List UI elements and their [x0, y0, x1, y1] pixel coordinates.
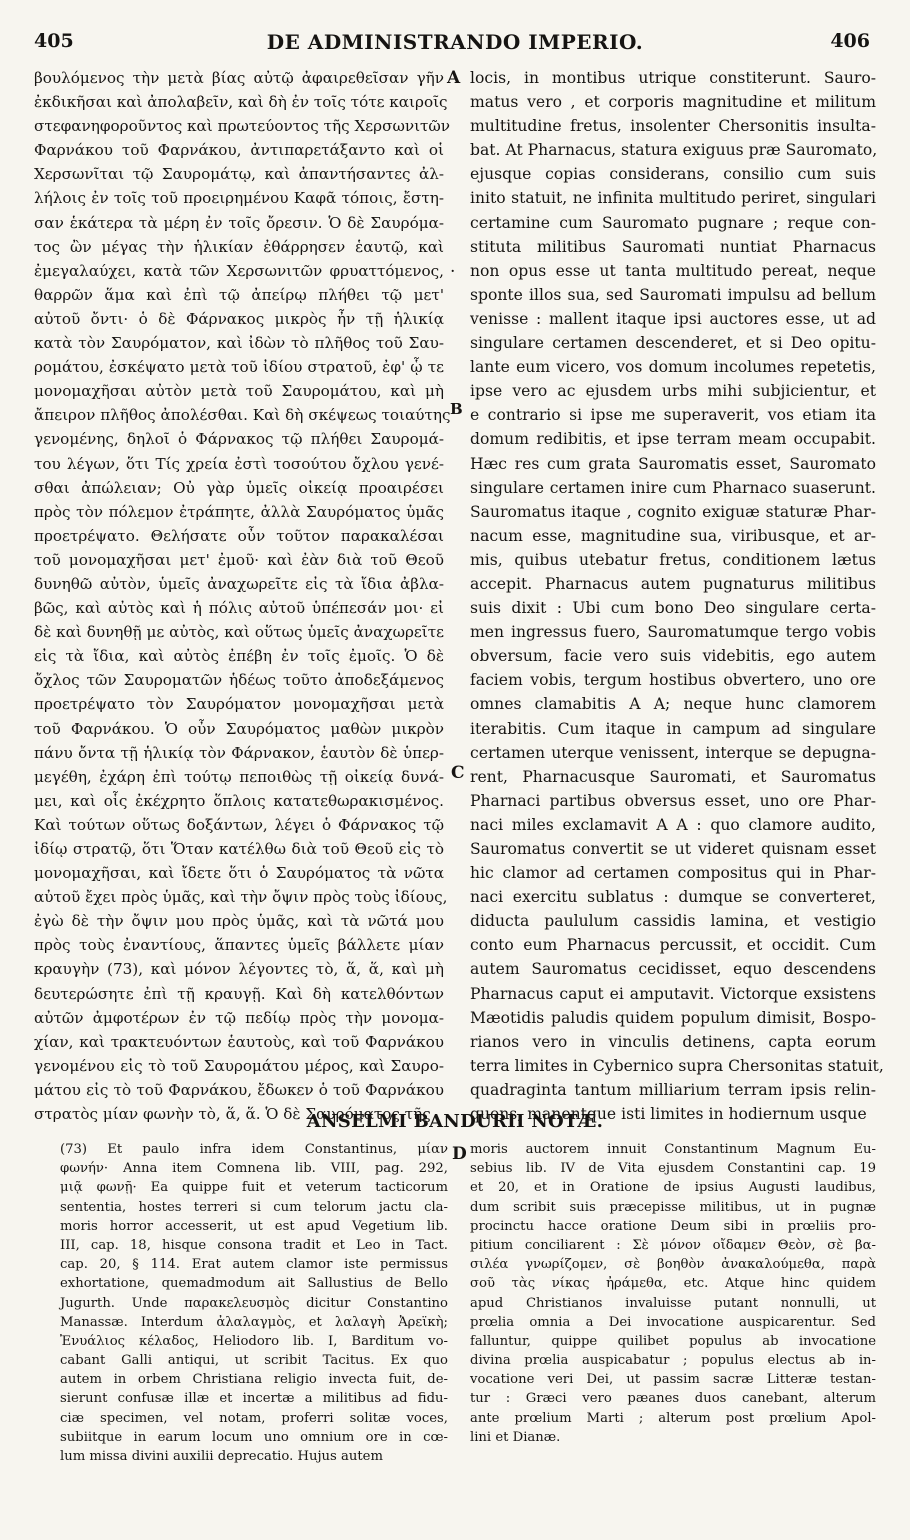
greek-text-line: προετρέψατο τὸν Σαυρόματον μονομαχῆσαι μετὰ	[34, 695, 444, 714]
latin-text-line: nacum esse, magnitudine sua, viribusque, et ar-	[470, 526, 876, 545]
latin-text-line: accepit. Pharnacus autem pugnaturus militibus	[470, 574, 876, 593]
latin-text-line: mis, quibus utebatur fretus, conditionem lætus	[470, 550, 876, 569]
greek-text-line: μει, καὶ οἷς ἐκέχρητο ὅπλοις κατατεθωρακισμένος.	[34, 791, 444, 810]
note-line-right: procinctu hacce oratione Deum sibi in prœliis pro-	[470, 1218, 876, 1234]
latin-text-line: quadraginta tantum milliarium terram ipsis relin-	[470, 1080, 876, 1099]
latin-text-line: rianos vero in vinculis detinens, capta eorum	[470, 1032, 876, 1051]
greek-text-line: Καὶ τούτων οὕτως δοξάντων, λέγει ὁ Φάρνακος τῷ	[34, 815, 444, 834]
latin-text-line: domum redibitis, et ipse terram meam occupabit.	[470, 430, 876, 449]
latin-text-line: Hæc res cum grata Sauromatis esset, Sauromato	[470, 454, 876, 473]
greek-text-line: μάτου εἰς τὸ τοῦ Φαρνάκου, ἔδωκεν ὁ τοῦ Φαρνάκου	[34, 1080, 444, 1099]
note-line-right: ante prœlium Marti ; alterum post prœlium Apol-	[470, 1410, 876, 1426]
notes-left-column	[60, 1140, 448, 1470]
note-line-right: dum scribit suis præcepisse militibus, ut in pugnæ	[470, 1199, 876, 1215]
note-line-right: et 20, et in Oratione de ipsius Augusti laudibus,	[470, 1180, 876, 1196]
latin-text-line: stituta militibus Sauromati nuntiat Pharnacus	[470, 237, 876, 256]
note-line-left: moris horror accesserit, ut est apud Vegetium lib.	[60, 1218, 448, 1234]
note-line-right: pitium conciliarent : Σὲ μόνον οἴδαμεν Θεὸν, σὲ βα-	[470, 1237, 876, 1253]
latin-text-line: ejusque copias considerans, consilio cum suis	[470, 165, 876, 184]
greek-text-line: αὐτῶν ἀμφοτέρων ἐν τῷ πεδίῳ πρὸς τὴν μονομα-	[34, 1008, 444, 1027]
greek-text-line: δὲ καὶ δυνηθῇ με αὐτὸς, καὶ οὕτως ὑμεῖς ἀναχωρεῖτε	[34, 623, 444, 642]
greek-text-line: πρὸς τὸν πόλεμον ἐτράπητε, ἀλλὰ Σαυρόματος ὑμᾶς	[34, 502, 444, 521]
running-title: DE ADMINISTRANDO IMPERIO.	[266, 30, 644, 54]
latin-text-line: venisse : mallent itaque ipsi auctores esse, ut ad	[470, 309, 876, 328]
latin-text-line: non opus esse ut tanta multitudo pereat, neque	[470, 261, 876, 280]
greek-text-line: Φαρνάκου τοῦ Φαρνάκου, ἀντιπαρετάξαντο καὶ οἱ	[34, 141, 444, 160]
greek-text-line: γενομένου εἰς τὸ τοῦ Σαυρομάτου μέρος, καὶ Σαυρο-	[34, 1056, 444, 1075]
greek-text-line: μεγέθη, ἐχάρη ἐπὶ τούτῳ πεποιθὼς τῇ οἰκείᾳ δυνά-	[34, 767, 444, 786]
note-line-right: lini et Dianæ.	[470, 1429, 561, 1445]
latin-text-line: Mæotidis paludis quidem populum dimisit, Bospo-	[470, 1008, 876, 1027]
latin-text-line: singulare certamen descenderet, et si Deo opitu-	[470, 334, 876, 353]
greek-text-line: πρὸς τοὺς ἐναντίους, ἅπαντες ὑμεῖς βάλλετε μίαν	[34, 936, 444, 955]
greek-text-line: χίαν, καὶ τρακτευόντων ἑαυτοὺς, καὶ τοῦ Φαρνάκου	[34, 1032, 444, 1051]
note-line-right: moris auctorem innuit Constantinum Magnum Eu-	[470, 1142, 876, 1157]
notes-right-column	[470, 1140, 876, 1470]
latin-text-line: Pharnacus caput ei amputavit. Victorque exsistens	[470, 984, 876, 1003]
note-line-left: cap. 20, § 114. Erat autem clamor iste permissus	[60, 1257, 448, 1273]
latin-text-line: bat. At Pharnacus, statura exiguus præ Sauromato,	[470, 141, 878, 160]
latin-text-line: Sauromatus itaque , cognito exiguæ staturæ Phar-	[470, 502, 876, 521]
latin-text-line: autem Sauromatus cecidisset, equo descendens	[470, 960, 876, 979]
note-line-left: ciæ specimen, vel notam, proferri solitæ voces,	[60, 1410, 448, 1426]
greek-text-line: κραυγὴν (73), καὶ μόνον λέγοντες τὸ, ἅ, ἅ, καὶ μὴ	[34, 960, 444, 979]
margin-marker-c: C	[451, 763, 465, 783]
note-line-left: sierunt confusæ illæ et incertæ a militibus ad fidu-	[60, 1391, 448, 1407]
latin-text-line: certamine cum Sauromato pugnare ; reque con-	[470, 213, 876, 232]
greek-text-line: πάνυ ὄντα τῇ ἡλικίᾳ τὸν Φάρνακον, ἑαυτὸν δὲ ὑπερ-	[34, 743, 444, 762]
note-line-left: III, cap. 18, hisque consona tradit et Leo in Tact.	[60, 1237, 448, 1253]
greek-text-line: βουλόμενος τὴν μετὰ βίας αὐτῷ ἀφαιρεθεῖσαν γῆν	[34, 69, 444, 87]
greek-text-line: Χερσωνῖται τῷ Σαυρομάτῳ, καὶ ἀπαντήσαντες ἀλ-	[34, 165, 444, 184]
latin-text-line: ipse vero ac ejusdem urbs mihi subjicientur, et	[470, 382, 876, 401]
latin-text-line: iterabitis. Cum itaque in campum ad singulare	[470, 719, 876, 738]
greek-text-line: κατὰ τὸν Σαυρόματον, καὶ ἰδὼν τὸ πλῆθος τοῦ Σαυ-	[34, 334, 444, 353]
latin-text-line: e contrario si ipse me superaverit, vos etiam ita	[470, 406, 876, 425]
note-line-left: cabant Galli antiqui, ut scribit Tacitus. Ex quo	[60, 1353, 448, 1369]
greek-text-line: βῶς, καὶ αὐτὸς καὶ ἡ πόλις αὐτοῦ ὑπέπεσάν μοι· εἰ	[34, 599, 444, 618]
latin-text-line: naci exercitu sublatus : dumque se converteret,	[470, 888, 876, 907]
note-line-right: divina prœlia auspicabatur ; populus electus ab in-	[470, 1353, 876, 1369]
latin-text-line: naci miles exclamavit A A : quo clamore audito,	[470, 815, 876, 834]
greek-text-line: ὄχλος τῶν Σαυροματῶν ἡδέως τοῦτο ἀποδεξάμενος	[34, 671, 444, 690]
latin-text-line: singulare certamen inire cum Pharnaco suaserunt.	[470, 478, 876, 497]
latin-text-line: omnes clamabitis A A; neque hunc clamorem	[470, 695, 876, 714]
latin-text-line: diducta paululum cassidis lamina, et vestigio	[470, 912, 876, 931]
note-line-left: (73) Et paulo infra idem Constantinus, μίαν	[60, 1142, 448, 1157]
latin-text-line: suis dixit : Ubi cum bono Deo singulare certa-	[470, 599, 876, 618]
note-line-left: sententia, hostes terreri si cum telorum jactu cla-	[60, 1199, 448, 1215]
greek-text-line: δυνηθῶ αὐτὸν, ὑμεῖς ἀναχωρεῖτε εἰς τὰ ἴδια ἀβλα-	[34, 574, 444, 593]
note-line-left: Ἐνυάλιος κέλαδος, Heliodoro lib. I, Barditum vo-	[60, 1333, 448, 1349]
note-line-right: tur : Græci vero pæanes duos canebant, alterum	[470, 1391, 876, 1407]
greek-text-line: εἰς τὰ ἴδια, καὶ αὐτὸς ἐπέβη ἐν τοῖς ἐμοῖς. Ὁ δὲ	[34, 647, 444, 666]
greek-text-line: γενομένης, δηλοῖ ὁ Φάρνακος τῷ πλήθει Σαυρομά-	[34, 430, 444, 449]
latin-text-line: quens, manentque isti limites in hodiernum usque	[470, 1105, 867, 1124]
note-line-left: Jugurth. Unde παρακελευσμὸς dicitur Constantino	[60, 1295, 448, 1311]
greek-text-line: αὐτοῦ ὄντι· ὁ δὲ Φάρνακος μικρὸς ἦν τῇ ἡλικίᾳ	[34, 309, 444, 328]
greek-text-column	[34, 66, 451, 1124]
note-line-right: falluntur, quippe quilibet populus ab invocatione	[470, 1333, 876, 1349]
note-line-right: sebius lib. IV de Vita ejusdem Constantini cap. 19	[470, 1161, 876, 1177]
greek-text-line: προετρέψατο. Θελήσατε οὖν τοῦτον παρακαλέσαι	[34, 526, 444, 545]
greek-text-line: στρατὸς μίαν φωνὴν τὸ, ἅ, ἅ. Ὁ δὲ Σαυρόματος τῆς	[34, 1105, 431, 1124]
note-line-right: apud Christianos invaluisse putant nonnulli, ut	[470, 1295, 876, 1311]
note-line-right: σιλέα γνωρίζομεν, σὲ βοηθὸν ἀνακαλούμεθα, παρὰ	[470, 1257, 876, 1273]
right-page-number: 406	[830, 30, 870, 52]
margin-dot: .	[450, 257, 456, 277]
latin-text-line: men ingressus fuero, Sauromatumque tergo vobis	[470, 623, 876, 642]
greek-text-line: δευτερώσητε ἐπὶ τῇ κραυγῇ. Καὶ δὴ κατελθόντων	[34, 984, 444, 1003]
latin-text-line: Sauromatus convertit se ut videret quisnam esset	[470, 840, 876, 858]
latin-text-line: locis, in montibus utrique constiterunt. Sauro-	[470, 69, 876, 87]
greek-text-line: ἰδίῳ στρατῷ, ὅτι Ὅταν κατέλθω διὰ τοῦ Θεοῦ εἰς τὸ	[34, 840, 444, 858]
left-page-number: 405	[34, 30, 74, 52]
latin-text-line: Pharnaci partibus obversus esset, uno ore Phar-	[470, 791, 876, 810]
greek-text-line: τος ὢν μέγας τὴν ἡλικίαν ἐθάρρησεν ἑαυτῷ, καὶ	[34, 237, 444, 256]
greek-text-line: σαν ἑκάτερα τὰ μέρη ἐν τοῖς ὄρεσιν. Ὁ δὲ Σαυρόμα-	[34, 213, 444, 232]
notes-section-title: ANSELMI BANDURII NOTÆ.	[306, 1111, 604, 1132]
greek-text-line: ἐκδικῆσαι καὶ ἀπολαβεῖν, καὶ δὴ ἐν τοῖς τότε καιροῖς	[34, 93, 448, 112]
greek-text-line: θαρρῶν ἅμα καὶ ἐπὶ τῷ ἀπείρῳ πλήθει τῷ μετ'	[34, 285, 444, 304]
running-header	[0, 30, 910, 60]
margin-marker-a: A	[447, 68, 461, 88]
latin-text-line: hic clamor ad certamen compositus qui in Phar-	[470, 864, 876, 883]
greek-text-line: ρομάτου, ἐσκέψατο μετὰ τοῦ ἰδίου στρατοῦ, ἐφ' ᾧ τε	[34, 358, 444, 377]
latin-text-line: lante eum vicero, vos domum incolumes repetetis,	[470, 358, 876, 377]
note-line-left: subiitque in earum locum uno omnium ore in cœ-	[60, 1429, 448, 1445]
note-line-left: autem in orbem Christiana religio invecta fuit, de-	[60, 1372, 448, 1388]
greek-text-line: ἐμεγαλαύχει, κατὰ τῶν Χερσωνιτῶν φρυαττόμενος,	[34, 261, 444, 280]
greek-text-line: του λέγων, ὅτι Τίς χρεία ἐστὶ τοσούτου ὄχλου γενέ-	[34, 454, 444, 473]
latin-text-line: terra limites in Cybernico supra Chersonitas statuit,	[470, 1056, 884, 1075]
latin-text-line: faciem vobis, tergum hostibus obvertero, uno ore	[470, 671, 876, 690]
greek-text-line: στεφανηφοροῦντος καὶ πρωτεύοντος τῆς Χερσωνιτῶν	[34, 117, 451, 136]
note-line-left: exhortatione, quemadmodum ait Sallustius de Bello	[60, 1276, 448, 1292]
latin-text-line: inito statuit, ne infinita multitudo periret, singulari	[470, 189, 876, 208]
latin-text-column	[470, 66, 884, 1124]
greek-text-line: τοῦ μονομαχῆσαι μετ' ἐμοῦ· καὶ ἐὰν διὰ τοῦ Θεοῦ	[34, 550, 444, 569]
greek-text-line: τοῦ Φαρνάκου. Ὁ οὖν Σαυρόματος μαθὼν μικρὸν	[34, 719, 444, 738]
latin-text-line: obversum, facie vero suis videbitis, ego autem	[470, 647, 876, 666]
note-line-left: μιᾷ φωνῇ· Ea quippe fuit et veterum tacticorum	[60, 1180, 448, 1196]
greek-text-line: μονομαχῆσαι αὐτὸν μετὰ τοῦ Σαυρομάτου, καὶ μὴ	[34, 382, 444, 401]
latin-text-line: multitudine fretus, insolenter Chersonitis insulta-	[470, 117, 876, 136]
note-line-right: σοῦ τὰς νίκας ἠράμεθα, etc. Atque hinc quidem	[470, 1276, 876, 1292]
margin-marker-b: B	[450, 400, 463, 418]
latin-text-line: matus vero , et corporis magnitudine et militum	[470, 93, 876, 112]
note-line-left: φωνήν· Anna item Comnena lib. VIII, pag. 292,	[60, 1161, 448, 1177]
note-line-right: prœlia omnia a Dei invocatione auspicarentur. Sed	[470, 1314, 876, 1330]
greek-text-line: ἐγὼ δὲ τὴν ὄψιν μου πρὸς ὑμᾶς, καὶ τὰ νῶτά μου	[34, 912, 444, 931]
latin-text-line: certamen uterque venissent, interque se depugna-	[470, 743, 876, 762]
latin-text-line: rent, Pharnacusque Sauromati, et Sauromatus	[470, 767, 876, 786]
note-line-left: lum missa divini auxilii deprecatio. Hujus autem	[60, 1449, 383, 1464]
margin-marker-d: D	[452, 1144, 467, 1164]
greek-text-line: αὐτοῦ ἔχει πρὸς ὑμᾶς, καὶ τὴν ὄψιν πρὸς τοὺς ἰδίους,	[34, 888, 448, 907]
greek-text-line: ἄπειρον πλῆθος ἀπολέσθαι. Καὶ δὴ σκέψεως τοιαύτης	[34, 406, 451, 425]
greek-text-line: μονομαχῆσαι, καὶ ἴδετε ὅτι ὁ Σαυρόματος τὰ νῶτα	[34, 864, 444, 883]
note-line-right: vocatione veri Dei, ut passim sacræ Litteræ testan-	[470, 1372, 876, 1388]
greek-text-line: σθαι ἀπώλειαν; Οὐ γὰρ ὑμεῖς οἰκείᾳ προαιρέσει	[34, 478, 444, 497]
latin-text-line: sponte illos sua, sed Sauromati impulsu ad bellum	[470, 285, 876, 304]
latin-text-line: conto eum Pharnacus percussit, et occidit. Cum	[470, 936, 876, 955]
greek-text-line: λήλοις ἐν τοῖς τοῦ προειρημένου Καφᾶ τόποις, ἔστη-	[34, 189, 444, 208]
note-line-left: Manassæ. Interdum ἀλαλαγμὸς, et λαλαγὴ Ἀρεϊκὴ;	[60, 1314, 448, 1330]
